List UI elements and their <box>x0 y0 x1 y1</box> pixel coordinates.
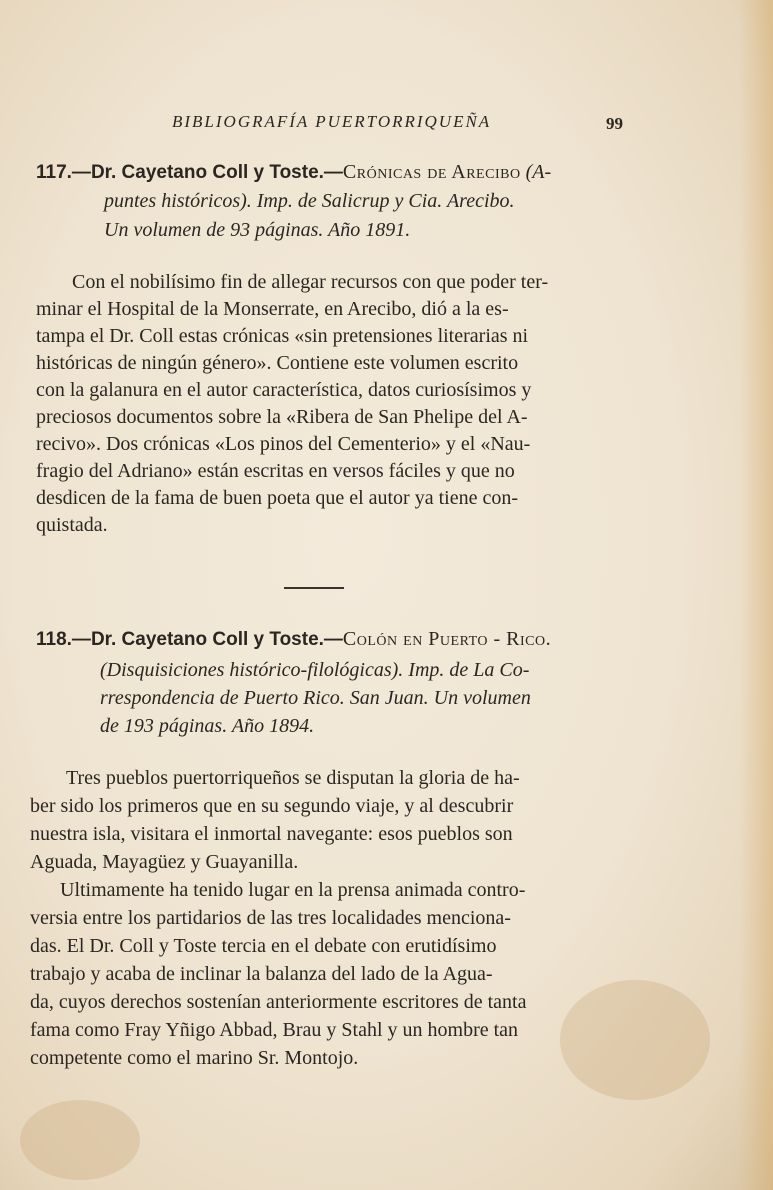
entry-118-number: 118.— <box>36 629 91 650</box>
entry-118-title: Colón en Puerto - Rico. <box>342 628 552 650</box>
entry-117-heading-line-3: Un volumen de 93 páginas. Año 1891. <box>104 219 411 241</box>
body-line: nuestra isla, visitara el inmortal navegante: esos pueblos son <box>30 823 513 845</box>
body-line: Ultimamente ha tenido lugar en la prensa animada contro- <box>60 879 526 901</box>
paper-stain <box>20 1100 140 1180</box>
body-line: Tres pueblos puertorriqueños se disputan la gloria de ha- <box>66 767 520 789</box>
body-line: das. El Dr. Coll y Toste tercia en el debate con erutidísimo <box>30 935 497 957</box>
entry-118-heading-line-2: (Disquisiciones histórico-filológicas). Imp. de La Co- <box>100 659 530 681</box>
body-line: Aguada, Mayagüez y Guayanilla. <box>30 851 299 873</box>
body-line: minar el Hospital de la Monserrate, en Arecibo, dió a la es- <box>36 298 509 320</box>
entry-118-heading-line-1 <box>36 627 551 652</box>
paper-stain <box>560 980 710 1100</box>
entry-118-heading-line-4: de 193 páginas. Año 1894. <box>100 715 315 737</box>
body-line: trabajo y acaba de inclinar la balanza del lado de la Agua- <box>30 963 493 985</box>
entry-117-author: Dr. Cayetano Coll y Toste.— <box>90 162 343 183</box>
entry-117-subtitle-start: (A- <box>525 161 552 183</box>
entry-117-heading-line-2: puntes históricos). Imp. de Salicrup y Cia. Arecibo. <box>104 190 515 212</box>
body-line: fama como Fray Yñigo Abbad, Brau y Stahl y un hombre tan <box>30 1019 519 1041</box>
body-line: ber sido los primeros que en su segundo viaje, y al descubrir <box>30 795 514 817</box>
body-line: tampa el Dr. Coll estas crónicas «sin pretensiones literarias ni <box>36 325 529 347</box>
entry-118-author: Dr. Cayetano Coll y Toste.— <box>90 629 343 650</box>
running-header: BIBLIOGRAFÍA PUERTORRIQUEÑA <box>172 112 492 131</box>
body-line: recivo». Dos crónicas «Los pinos del Cementerio» y el «Nau- <box>36 433 531 455</box>
entry-118-heading-line-3: rrespondencia de Puerto Rico. San Juan. Un volumen <box>100 687 531 709</box>
body-line: competente como el marino Sr. Montojo. <box>30 1047 359 1069</box>
body-line: Con el nobilísimo fin de allegar recursos con que poder ter- <box>72 271 549 293</box>
section-divider <box>284 587 344 589</box>
entry-117-heading-line-1 <box>36 160 551 185</box>
body-line: con la galanura en el autor característica, datos curiosísimos y <box>36 379 532 401</box>
body-line: da, cuyos derechos sostenían anteriormente escritores de tanta <box>30 991 527 1013</box>
body-line: quistada. <box>36 514 108 536</box>
entry-117-number: 117.— <box>36 162 91 183</box>
page-edge-shadow <box>739 0 773 1190</box>
body-line: fragio del Adriano» están escritas en versos fáciles y que no <box>36 460 515 482</box>
page-number: 99 <box>606 114 623 133</box>
body-line: versia entre los partidarios de las tres localidades menciona- <box>30 907 511 929</box>
entry-117-title: Crónicas de Arecibo <box>342 161 521 183</box>
body-line: históricas de ningún género». Contiene este volumen escrito <box>36 352 519 374</box>
body-line: desdicen de la fama de buen poeta que el autor ya tiene con- <box>36 487 519 509</box>
body-line: preciosos documentos sobre la «Ribera de San Phelipe del A- <box>36 406 528 428</box>
